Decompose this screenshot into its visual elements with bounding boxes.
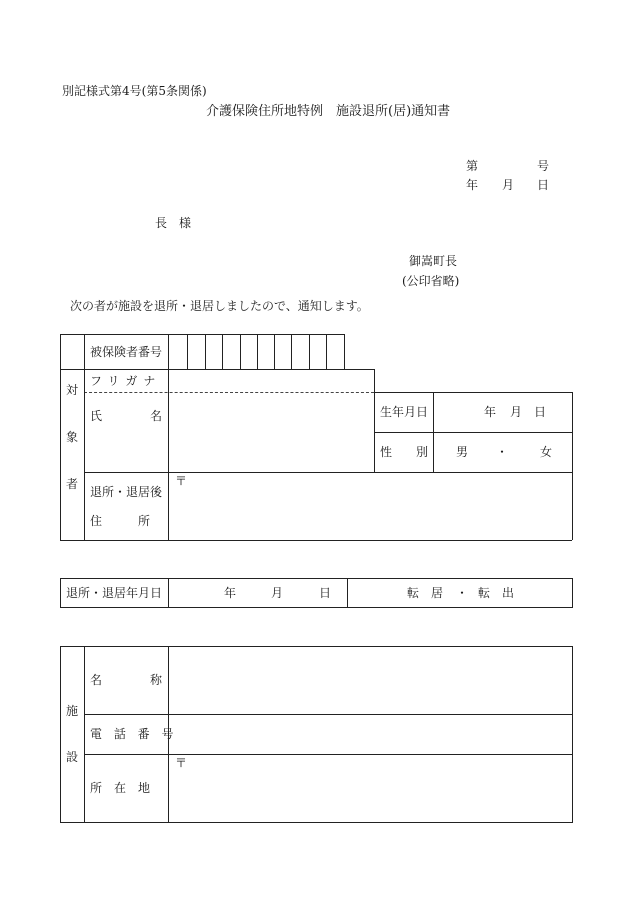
birthdate-year: 年: [484, 405, 497, 419]
birthdate-label: 生年月日: [380, 405, 429, 419]
discharge-date-month: 月: [271, 586, 284, 600]
discharge-date-label: 退所・退居年月日: [66, 586, 163, 600]
furigana-label: フリガナ: [90, 374, 162, 388]
doc-number-prefix: 第: [466, 159, 479, 173]
facility-side-label-2: 設: [65, 750, 78, 764]
subject-side-label-2: 象: [65, 430, 78, 444]
facility-name-label: 名 称: [90, 673, 163, 687]
postal-mark: 〒: [175, 474, 188, 488]
document-title: 介護保険住所地特例 施設退所(居)通知書: [206, 104, 451, 119]
insured-number-label: 被保険者番号: [90, 345, 163, 359]
issue-date-month: 月: [502, 178, 515, 192]
post-discharge-address-label-1: 退所・退居後: [90, 485, 163, 499]
sex-option-female[interactable]: 女: [540, 445, 553, 459]
subject-side-label-3: 者: [65, 477, 78, 491]
option-move[interactable]: 転 居: [407, 586, 444, 600]
sex-option-male[interactable]: 男: [456, 445, 469, 459]
form-number: 別記様式第4号(第5条関係): [62, 84, 207, 98]
sex-label: 性 別: [380, 445, 429, 459]
subject-side-label-1: 対: [65, 383, 78, 397]
birthdate-day: 日: [534, 405, 547, 419]
addressee: 長 様: [155, 216, 192, 230]
facility-side-label-1: 施: [65, 704, 78, 718]
facility-address-label: 所 在 地: [90, 781, 151, 795]
intro-text: 次の者が施設を退所・退居しましたので、通知します。: [70, 299, 369, 313]
option-separator: ・: [456, 586, 469, 600]
sex-option-separator: ・: [496, 445, 509, 459]
facility-postal-mark: 〒: [175, 756, 188, 770]
discharge-date-year: 年: [224, 586, 237, 600]
issue-date-year: 年: [466, 178, 479, 192]
discharge-date-day: 日: [319, 586, 332, 600]
name-label: 氏 名: [90, 409, 163, 423]
birthdate-month: 月: [510, 405, 523, 419]
issue-date-day: 日: [537, 178, 550, 192]
option-transfer-out[interactable]: 転 出: [478, 586, 515, 600]
seal-note: (公印省略): [402, 274, 460, 288]
post-discharge-address-label-2: 住 所: [90, 514, 151, 528]
doc-number-suffix: 号: [537, 159, 550, 173]
sender-name: 御嵩町長: [409, 254, 458, 268]
facility-phone-label: 電 話 番 号: [90, 727, 178, 741]
